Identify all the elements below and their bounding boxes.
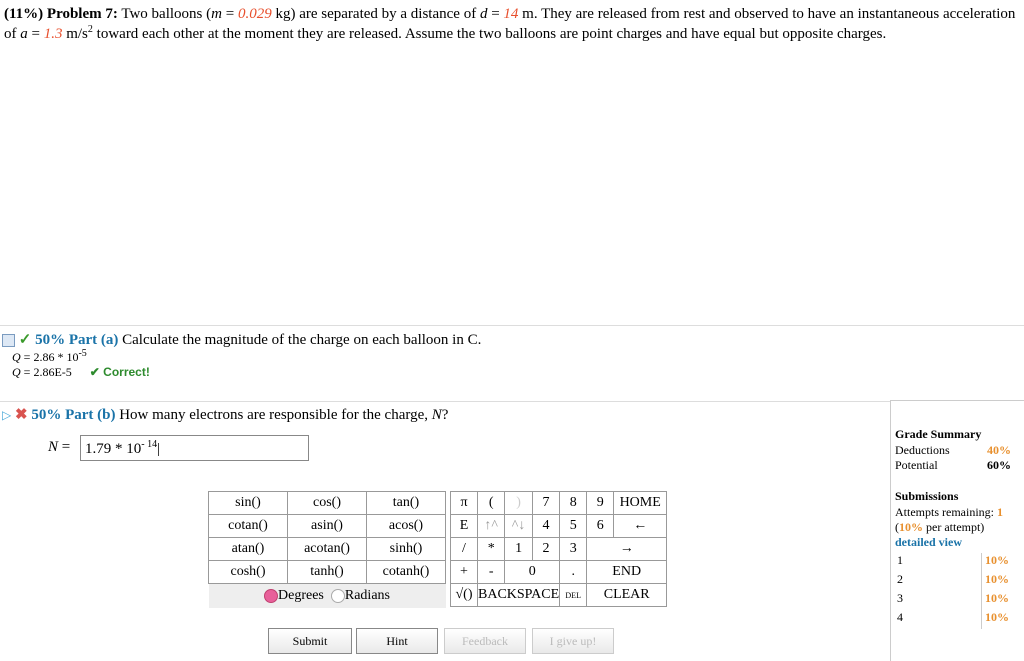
- per-attempt: [895, 520, 984, 535]
- key-2[interactable]: 2: [532, 538, 559, 561]
- key-9[interactable]: 9: [587, 492, 614, 515]
- units-exponent: 2: [87, 24, 93, 35]
- answer-var: Q: [12, 350, 21, 364]
- per-attempt-text: per attempt): [923, 520, 985, 534]
- attempt-3: 3: [897, 591, 903, 605]
- attempt-4-pct: 10%: [985, 610, 1009, 624]
- problem-text: Two balloons (: [121, 6, 212, 22]
- accel-value: 1.3: [43, 26, 63, 42]
- number-keypad: [450, 491, 667, 607]
- key-cotan[interactable]: cotan(): [209, 515, 288, 538]
- attempt-1-pct: 10%: [985, 553, 1009, 567]
- problem-text: m. They are released from rest and observed to have an instantaneous acceleration of: [4, 6, 1016, 42]
- paren: (: [895, 520, 899, 534]
- problem-text: m/s: [62, 26, 88, 42]
- answer-value: = 2.86E-5: [20, 365, 72, 379]
- accel-var: a: [20, 26, 28, 42]
- attempt-3-pct: 10%: [985, 591, 1009, 605]
- key-home[interactable]: HOME: [614, 492, 667, 515]
- attempts-label: Attempts remaining:: [895, 505, 997, 519]
- key-acos[interactable]: acos(): [367, 515, 446, 538]
- key-tanh[interactable]: tanh(): [288, 561, 367, 584]
- key-cos[interactable]: cos(): [288, 492, 367, 515]
- submissions-title: Submissions: [895, 489, 959, 503]
- deductions-value: 40%: [987, 443, 1011, 457]
- potential-value: 60%: [987, 458, 1011, 472]
- input-eq: =: [58, 439, 71, 455]
- key-clear[interactable]: CLEAR: [587, 584, 667, 607]
- key-down[interactable]: ^↓: [505, 515, 532, 538]
- key-lparen[interactable]: (: [478, 492, 505, 515]
- key-sinh[interactable]: sinh(): [367, 538, 446, 561]
- input-exponent: - 14: [141, 439, 158, 450]
- key-5[interactable]: 5: [560, 515, 587, 538]
- part-a-header: [2, 330, 481, 349]
- eq: =: [27, 26, 44, 42]
- key-end[interactable]: END: [587, 561, 667, 584]
- grade-title: Grade Summary: [895, 427, 982, 441]
- distance-var: d: [479, 6, 488, 22]
- key-left[interactable]: ←: [614, 515, 667, 538]
- key-divide[interactable]: /: [451, 538, 478, 561]
- per-attempt-pct: 10%: [899, 520, 923, 534]
- function-keypad: [208, 491, 446, 608]
- attempts-value: 1: [996, 505, 1003, 519]
- part-b-header: [2, 405, 448, 424]
- mass-value: 0.029: [237, 6, 272, 22]
- correct-status: ✔ Correct!: [89, 365, 150, 379]
- key-dot[interactable]: .: [560, 561, 587, 584]
- key-multiply[interactable]: *: [478, 538, 505, 561]
- degrees-radio[interactable]: [264, 589, 278, 603]
- radians-radio[interactable]: [331, 589, 345, 603]
- part-b-question: How many electrons are responsible for the charge,: [119, 407, 432, 423]
- key-right[interactable]: →: [587, 538, 667, 561]
- key-cosh[interactable]: cosh(): [209, 561, 288, 584]
- hint-button[interactable]: Hint: [356, 628, 438, 654]
- problem-label: (11%) Problem 7:: [4, 6, 118, 22]
- problem-statement: [4, 4, 1020, 44]
- input-var: N: [48, 439, 59, 455]
- key-cotanh[interactable]: cotanh(): [367, 561, 446, 584]
- key-7[interactable]: 7: [532, 492, 559, 515]
- grade-summary: [890, 400, 1024, 661]
- history-divider: [981, 553, 982, 629]
- eq: =: [221, 6, 238, 22]
- attempt-2: 2: [897, 572, 903, 586]
- key-8[interactable]: 8: [560, 492, 587, 515]
- problem-text: toward each other at the moment they are released. Assume the two balloons are point charges and have equal but opposite charges.: [92, 26, 887, 42]
- x-icon: ✖: [14, 407, 28, 423]
- radians-label: Radians: [344, 588, 390, 603]
- key-sin[interactable]: sin(): [209, 492, 288, 515]
- check-icon: ✓: [18, 332, 32, 348]
- key-tan[interactable]: tan(): [367, 492, 446, 515]
- key-1[interactable]: 1: [505, 538, 532, 561]
- attempt-2-pct: 10%: [985, 572, 1009, 586]
- key-6[interactable]: 6: [587, 515, 614, 538]
- key-del[interactable]: DEL: [560, 584, 587, 607]
- attempt-1: 1: [897, 553, 903, 567]
- key-4[interactable]: 4: [532, 515, 559, 538]
- give-up-button[interactable]: I give up!: [532, 628, 614, 654]
- feedback-button[interactable]: Feedback: [444, 628, 526, 654]
- part-b-var: N: [431, 407, 442, 423]
- divider: [0, 401, 890, 402]
- answer-input[interactable]: $1.79 * 10^{- 14}|$: [80, 435, 309, 461]
- detailed-view-link[interactable]: detailed view: [895, 535, 962, 549]
- eq: =: [487, 6, 504, 22]
- problem-text: kg) are separated by a distance of: [271, 6, 480, 22]
- key-acotan[interactable]: acotan(): [288, 538, 367, 561]
- key-minus[interactable]: -: [478, 561, 505, 584]
- answer-value: = 2.86 * 10: [20, 350, 79, 364]
- key-up[interactable]: ↑^: [478, 515, 505, 538]
- key-backspace[interactable]: BACKSPACE: [478, 584, 560, 607]
- attempt-4: 4: [897, 610, 903, 624]
- potential-label: Potential: [895, 458, 938, 472]
- play-icon[interactable]: ▷: [2, 408, 12, 422]
- part-b-label: 50% Part (b): [31, 407, 116, 423]
- key-0[interactable]: 0: [505, 561, 560, 584]
- submit-button[interactable]: Submit: [268, 628, 352, 654]
- key-atan[interactable]: atan(): [209, 538, 288, 561]
- key-e[interactable]: E: [451, 515, 478, 538]
- degrees-label: Degrees: [278, 588, 324, 603]
- key-3[interactable]: 3: [560, 538, 587, 561]
- key-rparen[interactable]: ): [505, 492, 532, 515]
- key-pi[interactable]: π: [451, 492, 478, 515]
- divider: [0, 325, 1024, 326]
- mass-var: m: [211, 6, 222, 22]
- key-plus[interactable]: +: [451, 561, 478, 584]
- attempts-remaining: [895, 505, 1003, 520]
- part-a-label: 50% Part (a): [35, 332, 119, 348]
- deductions-label: Deductions: [895, 443, 950, 457]
- qmark: ?: [441, 407, 449, 423]
- answer-exponent: -5: [78, 348, 87, 359]
- key-sqrt[interactable]: √(): [451, 584, 478, 607]
- key-asin[interactable]: asin(): [288, 515, 367, 538]
- angle-mode: [209, 584, 446, 609]
- input-label: [48, 439, 70, 456]
- distance-value: 14: [503, 6, 519, 22]
- input-value: 1.79 * 10: [85, 441, 142, 457]
- expand-icon[interactable]: [2, 334, 15, 347]
- answer-var: Q: [12, 365, 21, 379]
- part-a-question: Calculate the magnitude of the charge on each balloon in C.: [122, 332, 482, 348]
- part-a-answers: [12, 350, 150, 380]
